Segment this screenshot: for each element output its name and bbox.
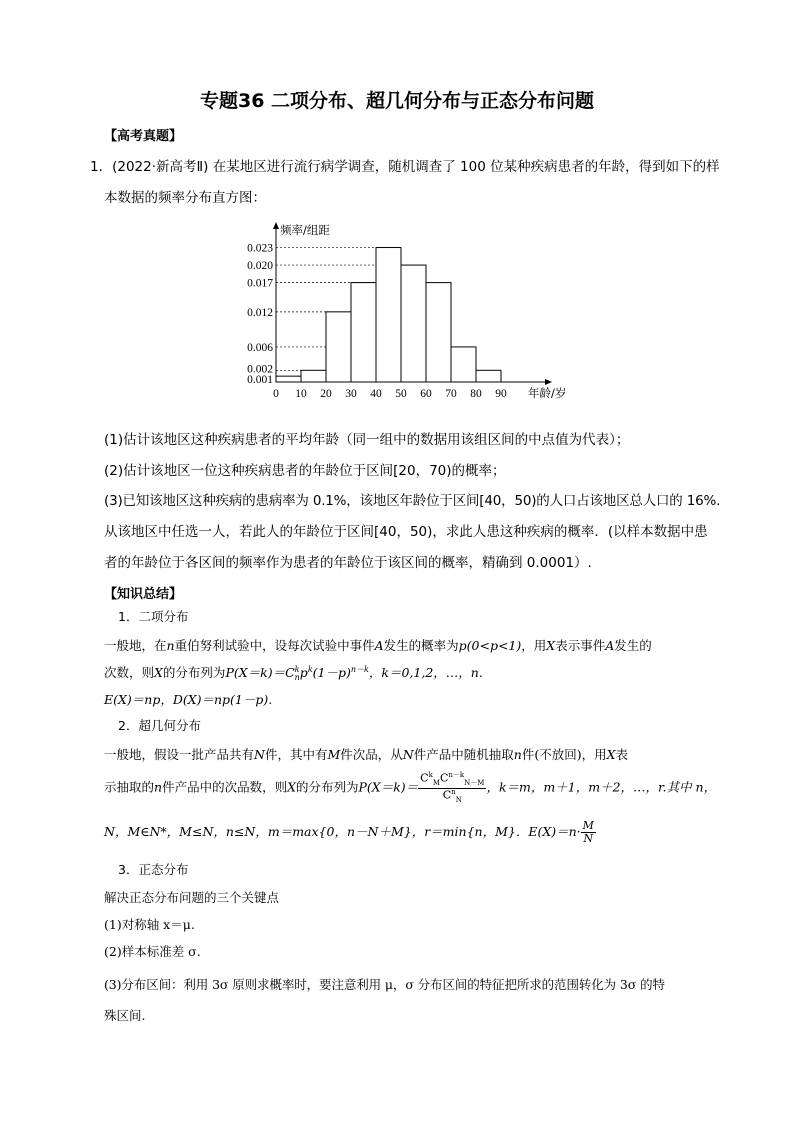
y-tick-label: 0.012 — [247, 306, 273, 319]
var-m-upper: M — [327, 747, 341, 762]
text: 发生的概率为 — [383, 638, 459, 653]
sup-k: k — [428, 771, 433, 779]
histogram-bar — [276, 376, 301, 382]
problem-stem-line-1 — [90, 155, 720, 175]
normal-point-1: (1)对称轴 x＝μ. — [104, 917, 195, 932]
sup-n: n — [451, 787, 456, 796]
x-axis-arrow — [545, 379, 552, 385]
var-x: X — [287, 779, 296, 795]
question-1: (1)估计该地区这种疾病患者的平均年龄（同一组中的数据用该组区间的中点值为代表）； — [104, 432, 630, 448]
var-x: X — [546, 638, 556, 653]
comb-k: k — [294, 665, 300, 675]
histogram-bar — [301, 370, 326, 382]
comb-c: C — [442, 788, 452, 802]
frequency-histogram — [236, 218, 566, 408]
text: 件，其中有 — [264, 747, 328, 762]
expectation-variance: E(X)＝np，D(X)＝np(1－p). — [104, 692, 273, 707]
normal-key-points: 解决正态分布问题的三个关键点 — [104, 890, 280, 905]
normal-point-2: (2)样本标准差 σ. — [104, 944, 201, 959]
var-n: n — [166, 638, 175, 653]
normal-heading: 3．正态分布 — [118, 862, 189, 877]
normal-point-3-line-1: (3)分布区间：利用 3σ 原则求概率时，要注意利用 μ，σ 分布区间的特征把所求的范围转化为 3σ 的特 — [104, 977, 665, 992]
binomial-line-2 — [104, 663, 483, 681]
problem-stem: 在某地区进行流行病学调查，随机调查了 100 位某种疾病患者的年龄，得到如下的样 — [212, 159, 720, 175]
x-tick-label: 40 — [370, 388, 382, 400]
binomial-line-1 — [104, 636, 652, 654]
question-3-line-1: (3)已知该地区这种疾病的患病率为 0.1%，该地区年龄位于区间[40，50)的人口占该地区总人口的 16%. — [104, 493, 721, 509]
one-minus-p: (1－p) — [312, 665, 351, 680]
x-tick-label: 80 — [470, 388, 482, 400]
comb-c: C — [420, 771, 429, 785]
binomial-expectation — [104, 690, 272, 708]
y-tick-label: 0.020 — [247, 260, 273, 273]
text: 重伯努利试验中，设每次试验中事件 — [174, 638, 375, 653]
y-tick-label: 0.002 — [247, 363, 273, 376]
x-tick-label: 70 — [445, 388, 457, 400]
text: 次数，则 — [104, 665, 155, 680]
question-3-line-2: 从该地区中任选一人，若此人的年龄位于区间[40，50)，求此人患这种疾病的概率．(以样本数据中患 — [104, 524, 708, 540]
frac-m: M — [582, 819, 594, 832]
text: 一般地，假设一批产品共有 — [104, 747, 255, 762]
histogram-bar — [426, 283, 451, 382]
var-x: X — [154, 665, 163, 680]
hypergeometric-lhs: P(X＝k)＝ — [358, 779, 419, 795]
x-tick-label: 0 — [273, 388, 279, 400]
normal-point-3-line-2: 殊区间. — [104, 1008, 146, 1023]
text: 的分布列为 — [162, 665, 226, 680]
var-x: X — [606, 747, 616, 762]
hypergeometric-heading: 2．超几何分布 — [118, 718, 201, 733]
var-a: A — [605, 638, 615, 653]
hypergeometric-fraction — [418, 772, 486, 804]
x-tick-label: 50 — [395, 388, 407, 400]
text: 件(不放回)，用 — [521, 747, 607, 762]
var-n-upper: N — [402, 747, 414, 762]
problem-stem-line-2: 本数据的频率分布直方图： — [104, 190, 266, 206]
sub-m: M — [432, 778, 440, 787]
y-tick-label: 0.023 — [247, 242, 273, 255]
histogram-bar — [476, 370, 501, 382]
histogram-bar — [376, 248, 401, 382]
exp-k: k — [307, 664, 313, 674]
prob-condition: p(0<p<1) — [458, 638, 522, 653]
comb-c: C — [440, 771, 449, 785]
text: 表 — [615, 747, 628, 762]
k-range: ，k＝m，m＋1，m＋2，…，r.其中 n， — [486, 779, 717, 795]
hypergeometric-conditions: N，M∈N*，M≤N，n≤N，m＝max{0，n－N＋M}，r＝min{n，M}．E(X)＝n· — [104, 824, 581, 840]
y-tick-label: 0.001 — [247, 374, 273, 387]
histogram-bar — [451, 347, 476, 382]
text: 示抽取的 — [104, 779, 155, 795]
problem-number: 1． — [90, 159, 113, 175]
expectation-fraction — [581, 820, 596, 845]
x-tick-label: 20 — [320, 388, 332, 400]
x-tick-label: 10 — [295, 388, 307, 400]
sub-n-upper: N — [455, 795, 462, 804]
var-n-upper: N — [254, 747, 265, 762]
hypergeometric-line-1 — [104, 745, 628, 763]
hypergeometric-line-3 — [104, 820, 596, 845]
histogram-bar — [401, 265, 426, 382]
binomial-heading: 1．二项分布 — [118, 609, 189, 624]
var-n: n — [513, 747, 522, 762]
question-2: (2)估计该地区一位这种疾病患者的年龄位于区间[20，70)的概率； — [104, 463, 506, 479]
histogram-bar — [326, 312, 351, 382]
var-n: n — [154, 779, 163, 795]
binomial-formula: P(X＝k)＝C — [225, 665, 295, 680]
sub-n-minus-m: N－M — [464, 778, 485, 787]
page-title: 专题36 二项分布、超几何分布与正态分布问题 — [199, 90, 595, 112]
var-p: p — [299, 665, 308, 680]
var-a: A — [374, 638, 384, 653]
sup-n-minus-k: n－k — [448, 771, 465, 779]
y-axis-label: 频率/组距 — [280, 223, 330, 237]
comb-n: n — [294, 672, 300, 682]
k-range: ，k＝0,1,2，…，n. — [368, 665, 483, 680]
text: 件次品，从 — [340, 747, 403, 762]
text: 件产品中随机抽取 — [413, 747, 514, 762]
frac-n: N — [583, 832, 594, 846]
exp-n-minus-k: n－k — [350, 664, 369, 674]
y-tick-label: 0.006 — [247, 341, 273, 354]
text: 一般地，在 — [104, 638, 167, 653]
x-tick-label: 60 — [420, 388, 432, 400]
problem-source: (2022·新高考Ⅱ) — [112, 159, 209, 175]
text: 件产品中的次品数，则 — [162, 779, 288, 795]
hypergeometric-line-2 — [104, 772, 716, 804]
y-axis-arrow — [273, 222, 279, 229]
text: 表示事件 — [555, 638, 606, 653]
text: 的分布列为 — [296, 779, 359, 795]
x-axis-label: 年龄/岁 — [528, 386, 566, 400]
text: 发生的 — [614, 638, 652, 653]
section-summary-heading: 【知识总结】 — [104, 587, 183, 602]
histogram-bar — [351, 283, 376, 382]
x-tick-label: 30 — [345, 388, 357, 400]
section-exam-heading: 【高考真题】 — [104, 129, 183, 144]
y-tick-label: 0.017 — [247, 277, 273, 290]
x-tick-label: 90 — [495, 388, 507, 400]
text: ，用 — [521, 638, 547, 653]
question-3-line-3: 者的年龄位于各区间的频率作为患者的年龄位于该区间的概率，精确到 0.0001）. — [104, 555, 592, 571]
